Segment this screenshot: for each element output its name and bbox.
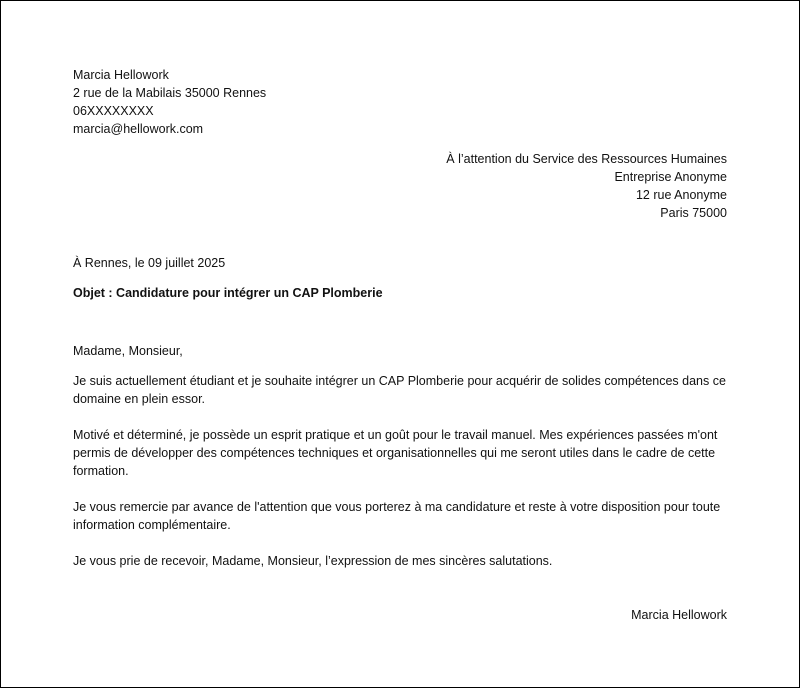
sender-email: marcia@hellowork.com [73, 122, 204, 136]
sender-block [73, 66, 473, 138]
body-paragraph-1: Je suis actuellement étudiant et je souhaite intégrer un CAP Plomberie pour acquérir de solides compétences dans ce domaine en plein essor. [73, 374, 726, 406]
sender-name: Marcia Hellowork [73, 68, 169, 82]
recipient-company: Entreprise Anonyme [614, 170, 727, 184]
sender-phone: 06XXXXXXXX [73, 104, 154, 118]
recipient-street: 12 rue Anonyme [635, 188, 727, 202]
recipient-attention: À l’attention du Service des Ressources Humaines [446, 152, 727, 166]
salutation: Madame, Monsieur, [73, 344, 183, 358]
subject-line: Objet : Candidature pour intégrer un CAP Plomberie [73, 286, 383, 300]
sender-address: 2 rue de la Mabilais 35000 Rennes [73, 86, 267, 100]
date-line: À Rennes, le 09 juillet 2025 [73, 256, 226, 270]
recipient-city: Paris 75000 [660, 206, 727, 220]
signature: Marcia Hellowork [631, 608, 727, 622]
body-paragraph-3: Je vous remercie par avance de l'attention que vous porterez à ma candidature et reste à votre disposition pour toute information complémentaire. [73, 500, 721, 532]
body-paragraph-2: Motivé et déterminé, je possède un esprit pratique et un goût pour le travail manuel. Mes expériences passées m'ont permis de développer des compétences techniques et organisationnelles qui me seront utiles dans le cadre de cette formation. [73, 428, 718, 478]
recipient-block [307, 150, 727, 222]
body-paragraph-4: Je vous prie de recevoir, Madame, Monsieur, l’expression de mes sincères salutations. [73, 554, 553, 568]
